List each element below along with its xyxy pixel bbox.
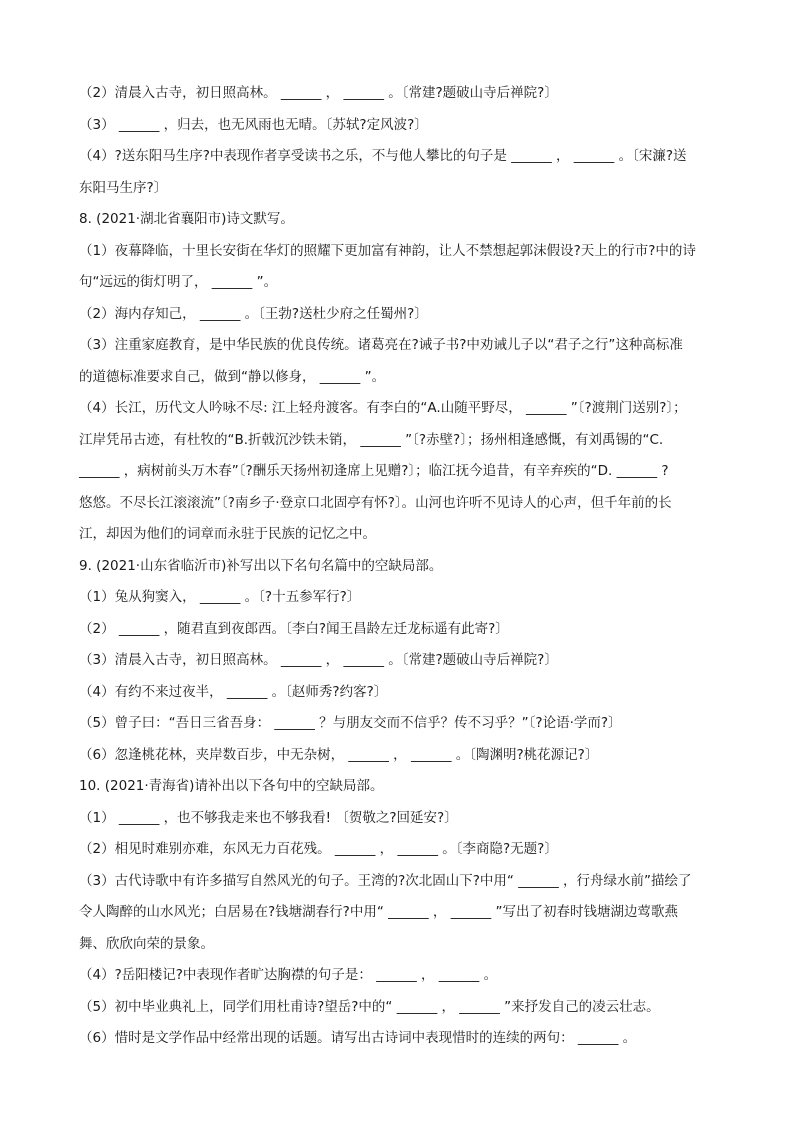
text-line: （6）惜时是文学作品中经常出现的话题。请写出古诗词中表现惜时的连续的两句： ______ 。 — [79, 1030, 637, 1046]
text-line: 舞、欣欣向荣的景象。 — [79, 935, 214, 952]
question-heading: 8. (2021·湖北省襄阳市)诗文默写。 — [79, 211, 294, 227]
text-line: （5）曾子曰：“吾日三省吾身： ______ ？与朋友交而不信乎？传不习乎？”〔?论语·学而?〕 — [79, 715, 622, 731]
text-line: （1）夜幕降临，十里长安街在华灯的照耀下更加富有神韵，让人不禁想起郭沫假设?天上的行市?中的诗 — [79, 242, 696, 259]
text-line: （6）忽逢桃花林，夹岸数百步，中无杂树， ______ ， ______ 。〔陶渊明?桃花源记?〕 — [79, 746, 599, 763]
text-line: （4）有约不来过夜半， ______ 。〔赵师秀?约客?〕 — [79, 683, 388, 700]
text-line: （3） ______ ，归去，也无风雨也无晴。〔苏轼?定风波?〕 — [79, 116, 428, 133]
text-line: 江，却因为他们的词章而永驻于民族的记忆之中。 — [79, 526, 376, 542]
text-line: 的道德标准要求自己，做到“静以修身， ______ ”。 — [79, 368, 386, 385]
question-heading: 9. (2021·山东省临沂市)补写出以下名句名篇中的空缺局部。 — [79, 557, 443, 574]
question-heading: 10. (2021·青海省)请补出以下各句中的空缺局部。 — [79, 778, 384, 794]
text-line: （4）长江，历代文人吟咏不尽: 江上轻舟渡客。有李白的“A.山随平野尽， ______ ”〔?渡荆门送别?〕； — [79, 400, 687, 416]
text-line: 悠悠。不尽长江滚滚流”〔?南乡子·登京口北固亭有怀?〕。山河也许听不见诗人的心声，但千年前的长 — [79, 494, 672, 511]
text-line: （4）?岳阳楼记?中表现作者旷达胸襟的句子是： ______ ， ______ 。 — [79, 967, 498, 983]
text-line: 令人陶醉的山水风光；白居易在?钱塘湖春行?中用“ ______ ， ______ ”写出了初春时钱塘湖边莺歌燕 — [79, 904, 678, 920]
text-line: （2） ______ ，随君直到夜郎西。〔李白?闻王昌龄左迁龙标遥有此寄?〕 — [79, 620, 509, 637]
text-line: 东阳马生序?〕 — [79, 179, 168, 196]
text-line: 句“远远的街灯明了， ______ ”。 — [79, 274, 278, 290]
text-line: （2）海内存知己， ______ 。〔王勃?送杜少府之任蜀州?〕 — [79, 305, 428, 322]
text-line: ______ ，病树前头万木春”〔?酬乐天扬州初逢席上见赠?〕；临江抚今追昔，有辛弃疾的“D. ______ ? — [79, 463, 669, 479]
text-line: （2）相见时难别亦难，东风无力百花残。 ______ ， ______ 。〔李商隐?无题?〕 — [79, 841, 558, 857]
text-line: （1）兔从狗窦入， ______ 。〔?十五参军行?〕 — [79, 589, 361, 605]
text-line: （3）古代诗歌中有许多描写自然风光的句子。王湾的?次北固山下?中用“ ______ ，行舟绿水前”描绘了 — [79, 872, 692, 889]
text-line: （1） ______ ，也不够我走来也不够我看! 〔贺敬之?回延安?〕 — [79, 809, 458, 826]
text-line: （2）清晨入古寺，初日照高林。 ______ ， ______ 。〔常建?题破山寺后禅院?〕 — [79, 85, 558, 101]
text-line: 江岸凭吊古迹，有杜牧的“B.折戟沉沙铁未销， ______ ”〔?赤壁?〕；扬州相逢感慨，有刘禹锡的“C. — [79, 431, 664, 448]
document-body — [79, 78, 719, 1055]
text-line: （3）注重家庭教育，是中华民族的优良传统。诸葛亮在?诫子书?中劝诫儿子以“君子之行”这种高标准 — [79, 337, 683, 353]
text-line: （3）清晨入古寺，初日照高林。 ______ ， ______ 。〔常建?题破山寺后禅院?〕 — [79, 652, 558, 668]
text-line: （4）?送东阳马生序?中表现作者享受读书之乐，不与他人攀比的句子是 ______ ， ______ 。〔宋濂?送 — [79, 148, 687, 164]
text-line: （5）初中毕业典礼上，同学们用杜甫诗?望岳?中的“ ______ ， ______ ”来抒发自己的凌云壮志。 — [79, 998, 660, 1015]
